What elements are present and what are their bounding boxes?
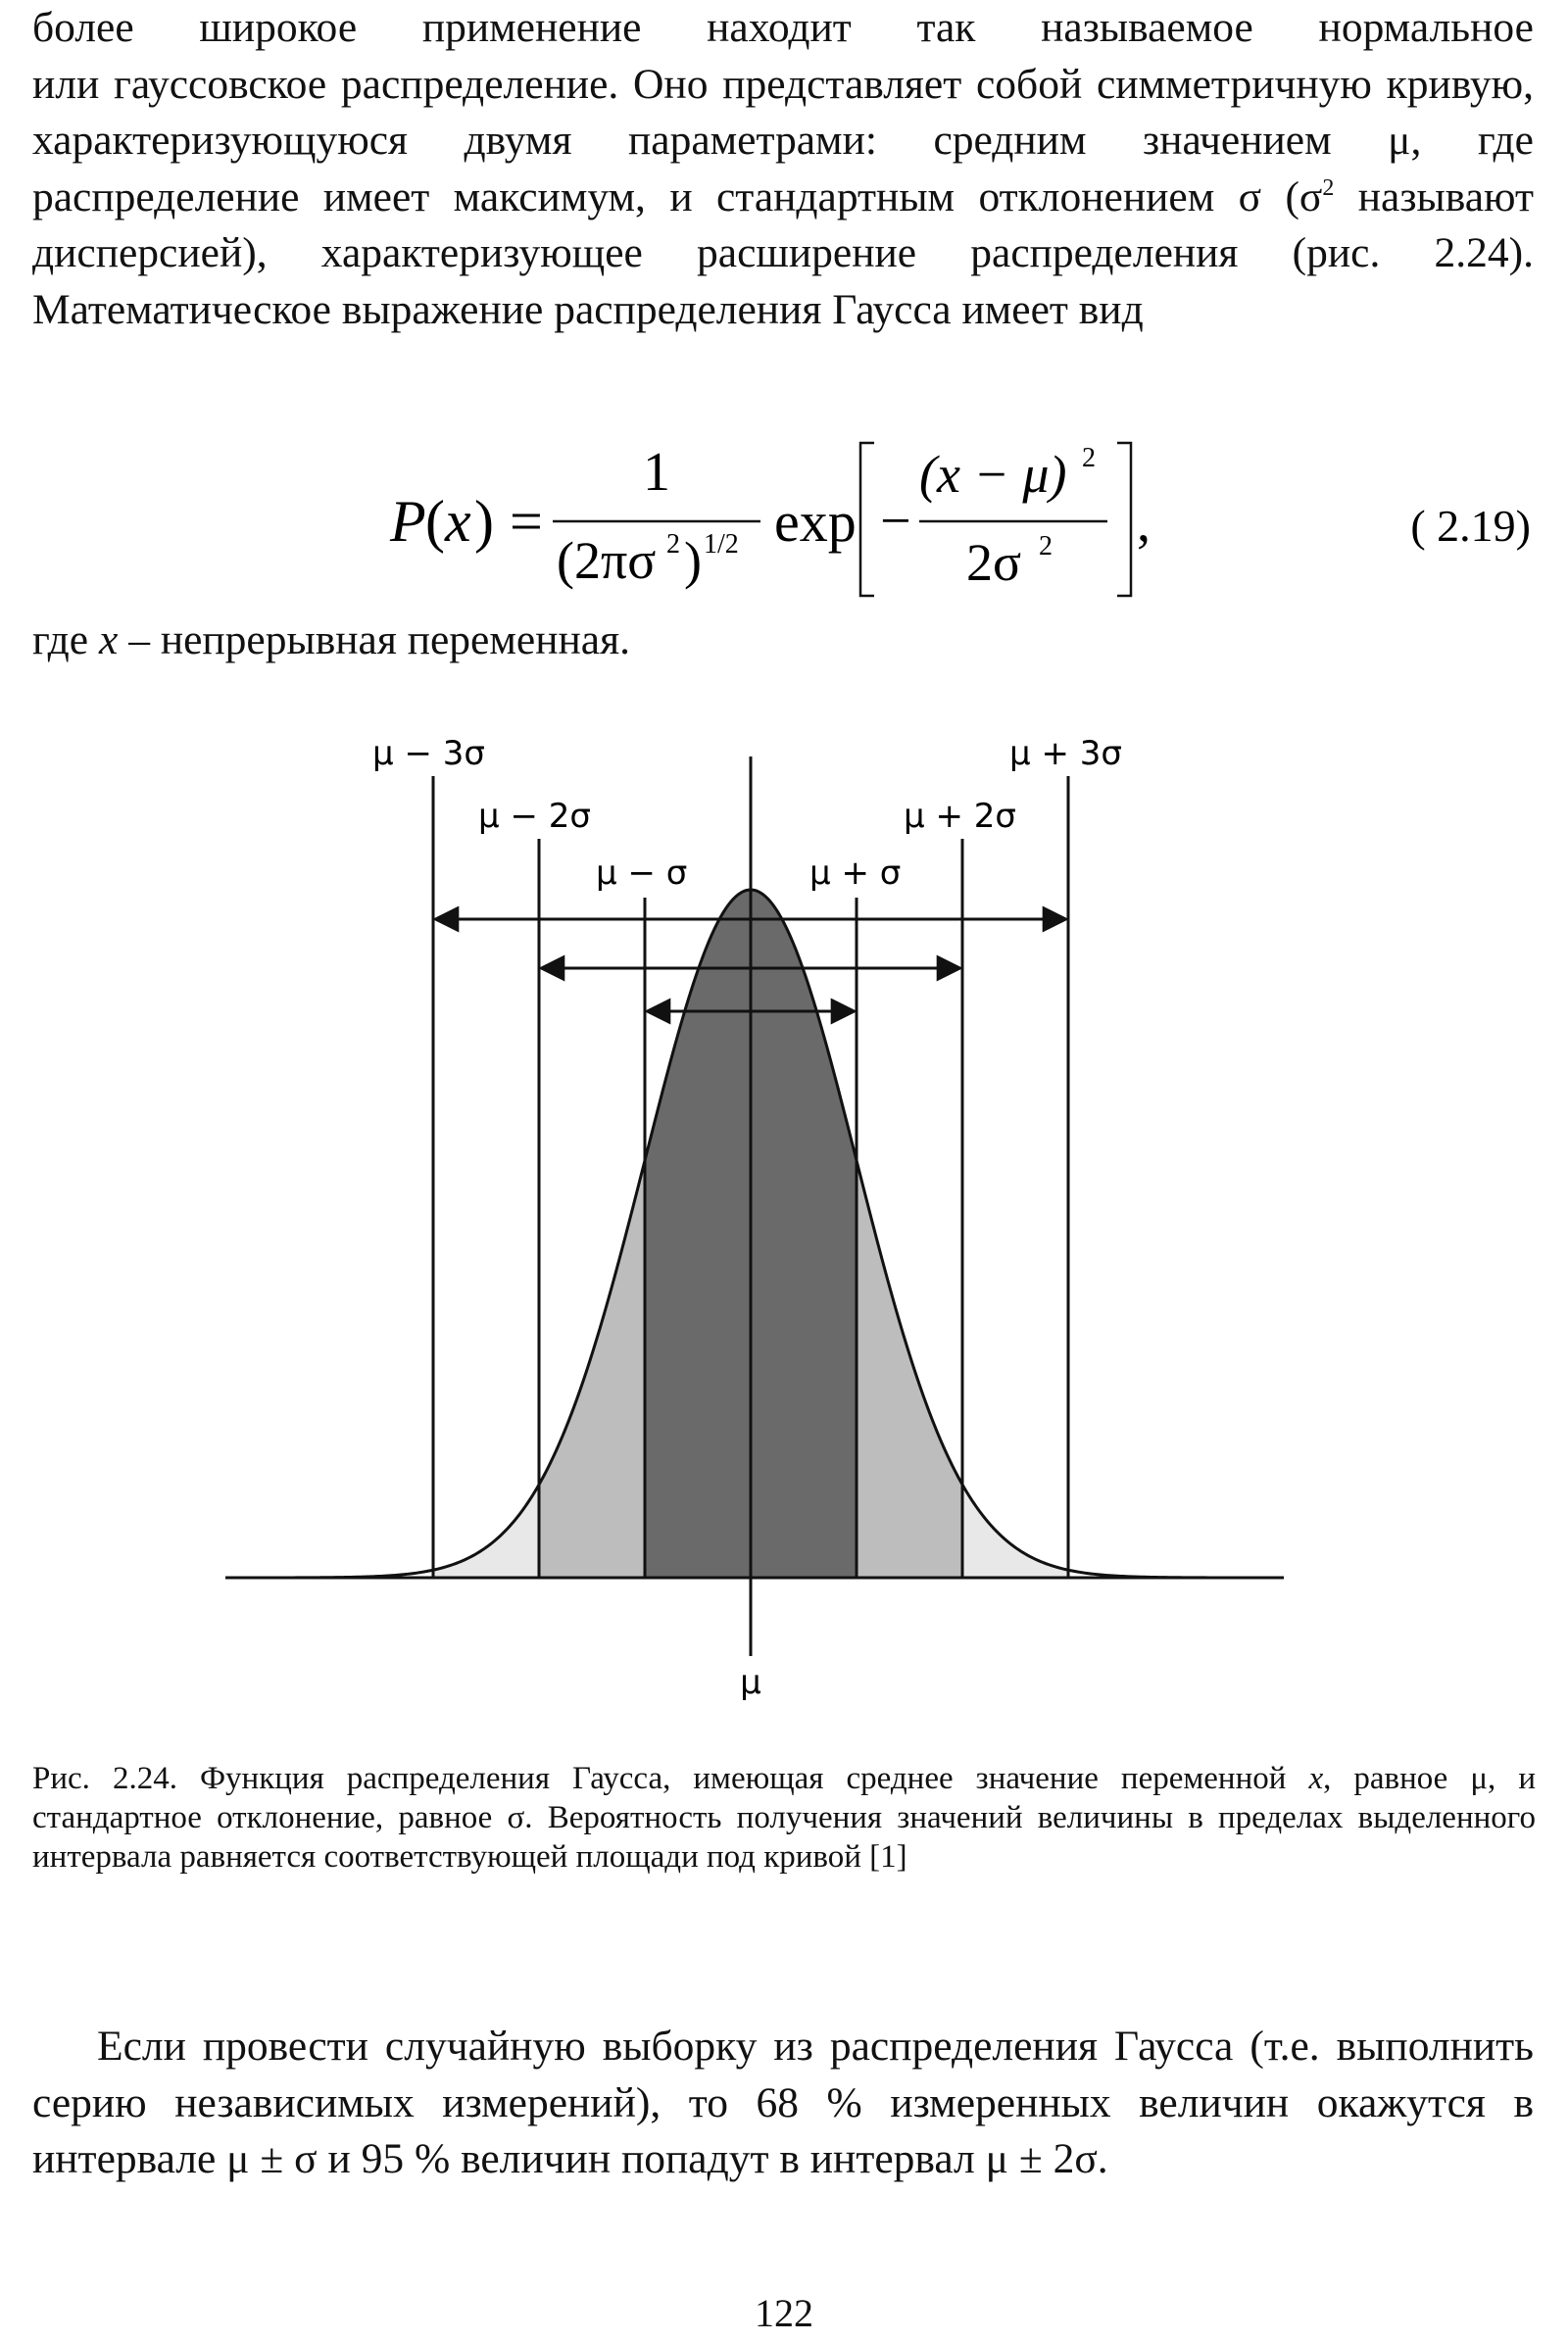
figure-caption-text-2: , равное μ, и стандартное отклонение, равное σ. Вероятность получения значений величины в пределах выделенного интервала равняется соответствующей площади под кривой [1] — [32, 1761, 1536, 1875]
label-mu-minus-3sigma: μ − 3σ — [372, 734, 485, 773]
formula-lhs-paren-open: ( — [425, 489, 445, 554]
figure-gaussian — [0, 725, 1568, 1715]
label-mu: μ — [740, 1663, 761, 1702]
page-number: 122 — [755, 2291, 813, 2335]
paragraph-top — [32, 0, 1534, 338]
formula-minus: − — [880, 491, 911, 552]
figure-caption — [32, 1759, 1536, 1877]
formula-explanation-prefix: где — [32, 616, 99, 663]
formula-explanation-suffix: – непрерывная переменная. — [118, 616, 630, 663]
equation-number: ( 2.19) — [1410, 501, 1531, 551]
formula-inner-numerator-power: 2 — [1082, 443, 1096, 473]
formula-explanation — [32, 612, 630, 669]
paragraph-top-first-line: более широкое применение находит так называемое нормальное — [32, 4, 1534, 51]
formula-inner-numerator: (x − μ) — [919, 445, 1067, 504]
paragraph-top-text-2: называют дисперсией), характеризующее расширение распределения (рис. 2.24). Математическое выражение распределения Гаусса имеет вид — [32, 172, 1534, 333]
formula-exp: exp — [774, 490, 857, 554]
label-mu-plus-sigma: μ + σ — [809, 854, 902, 893]
figure-caption-var: x — [1308, 1761, 1324, 1796]
formula-inner-denominator: 2σ — [966, 533, 1022, 592]
formula-numerator: 1 — [643, 442, 670, 503]
label-mu-minus-sigma: μ − σ — [596, 854, 688, 893]
formula-lhs-p: P — [390, 489, 426, 554]
formula-explanation-var: x — [99, 616, 119, 663]
paragraph-bottom: Если провести случайную выборку из распределения Гаусса (т.е. выполнить серию независимых измерений), то 68 % измеренных величин окажутся в интервале μ ± σ и 95 % величин попадут в интервал μ ± 2σ. — [32, 2023, 1534, 2182]
gaussian-figure-svg — [0, 725, 1568, 1715]
label-mu-plus-3sigma: μ + 3σ — [1009, 734, 1122, 773]
figure-caption-text-1: Рис. 2.24. Функция распределения Гаусса, имеющая среднее значение переменной — [32, 1761, 1309, 1796]
label-mu-plus-2sigma: μ + 2σ — [904, 797, 1016, 836]
formula-denominator-close: ) — [684, 531, 702, 590]
formula-denominator-sup: 2 — [666, 529, 680, 560]
formula-inner-denominator-power: 2 — [1039, 531, 1053, 561]
formula-left-bracket — [860, 443, 874, 596]
formula-right-bracket — [1117, 443, 1131, 596]
formula-2-19 — [0, 431, 1568, 608]
formula-svg — [0, 431, 1568, 608]
paragraph-top-text-1: или гауссовское распределение. Оно представляет собой симметричную кривую, характеризующуюся двумя параметрами: средним значением μ, где распределение имеет максимум, и стандартным отклонением σ (σ — [32, 60, 1534, 220]
formula-denominator-power: 1/2 — [704, 529, 739, 560]
formula-equals: = — [510, 489, 543, 554]
formula-lhs-x: x — [445, 489, 471, 554]
formula-lhs-paren-close: ) — [474, 489, 494, 554]
label-mu-minus-2sigma: μ − 2σ — [478, 797, 591, 836]
formula-denominator: (2πσ — [557, 531, 657, 590]
sigma-squared-superscript: 2 — [1322, 174, 1335, 201]
formula-comma: , — [1137, 493, 1151, 554]
